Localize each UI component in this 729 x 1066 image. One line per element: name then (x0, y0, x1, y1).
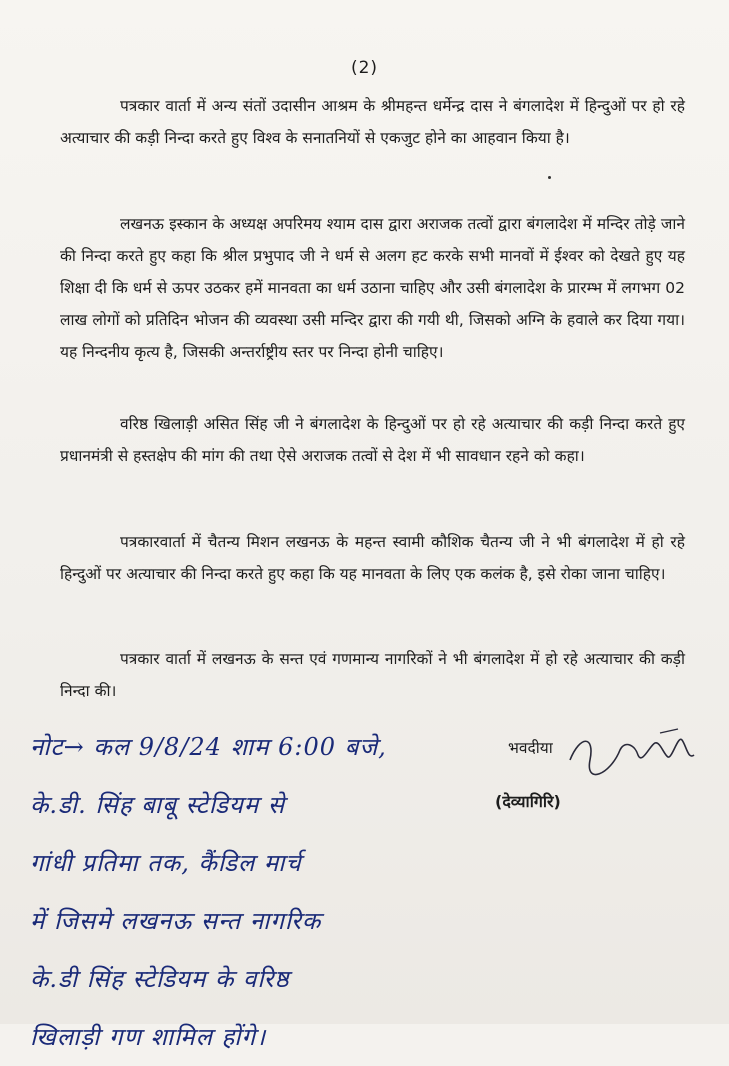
paragraph-2: लखनऊ इस्कान के अध्यक्ष अपरिमय श्याम दास द्वारा अराजक तत्वों द्वारा बंगलादेश में मन्दिर तोड़े जाने की निन्दा करते हुए कहा कि श्रील प्रभुपाद जी ने धर्म से अलग हट करके सभी मानवों में ईश्वर को देखते हुए यह शिक्षा दी कि धर्म से ऊपर उठकर हमें मानवता का धर्म उठाना चाहिए और उसी बंगलादेश के प्रारम्भ में लगभग 02 लाख लोगों को प्रतिदिन भोजन की व्यवस्था उसी मन्दिर द्वारा की गयी थी, जिसको अग्नि के हवाले कर दिया गया। यह निन्दनीय कृत्य है, जिसकी अन्तर्राष्ट्रीय स्तर पर निन्दा होनी चाहिए। (60, 215, 685, 361)
note-line: के.डी सिंह स्टेडियम के वरिष्ठ (30, 965, 290, 993)
closing-label: भवदीया (508, 739, 553, 757)
note-line: गांधी प्रतिमा तक, कैंडिल मार्च (30, 849, 302, 877)
paragraph-1: पत्रकार वार्ता में अन्य संतों उदासीन आश्रम के श्रीमहन्त धर्मेन्द्र दास ने बंगलादेश में हिन्दुओं पर हो रहे अत्याचार की कड़ी निन्दा करते हुए विश्व के सनातनियों से एकजुट होने का आहवान किया है। (60, 97, 685, 147)
signatory-name: (देव्यागिरि) (495, 792, 561, 811)
ink-dot (548, 176, 551, 179)
note-line: नोट→ कल 9/8/24 शाम 6:00 बजे, (30, 733, 387, 761)
note-line: खिलाड़ी गण शामिल होंगे। (30, 1023, 267, 1051)
paragraph-5: पत्रकार वार्ता में लखनऊ के सन्त एवं गणमान्य नागरिकों ने भी बंगलादेश में हो रहे अत्याचार की कड़ी निन्दा की। (60, 650, 685, 700)
page-number: (2) (350, 58, 379, 78)
paragraph-4: पत्रकारवार्ता में चैतन्य मिशन लखनऊ के महन्त स्वामी कौशिक चैतन्य जी ने भी बंगलादेश में हो रहे हिन्दुओं पर अत्याचार की निन्दा करते हुए कहा कि यह मानवता के लिए एक कलंक है, इसे रोका जाना चाहिए। (60, 533, 685, 583)
handwritten-signature (560, 715, 710, 785)
note-line: में जिसमे लखनऊ सन्त नागरिक (30, 907, 322, 935)
note-line: के.डी. सिंह बाबू स्टेडियम से (30, 791, 286, 819)
paragraph-3: वरिष्ठ खिलाड़ी असित सिंह जी ने बंगलादेश के हिन्दुओं पर हो रहे अत्याचार की कड़ी निन्दा करते हुए प्रधानमंत्री से हस्तक्षेप की मांग की तथा ऐसे अराजक तत्वों से देश में भी सावधान रहने को कहा। (60, 415, 685, 465)
handwritten-note (30, 718, 500, 1066)
